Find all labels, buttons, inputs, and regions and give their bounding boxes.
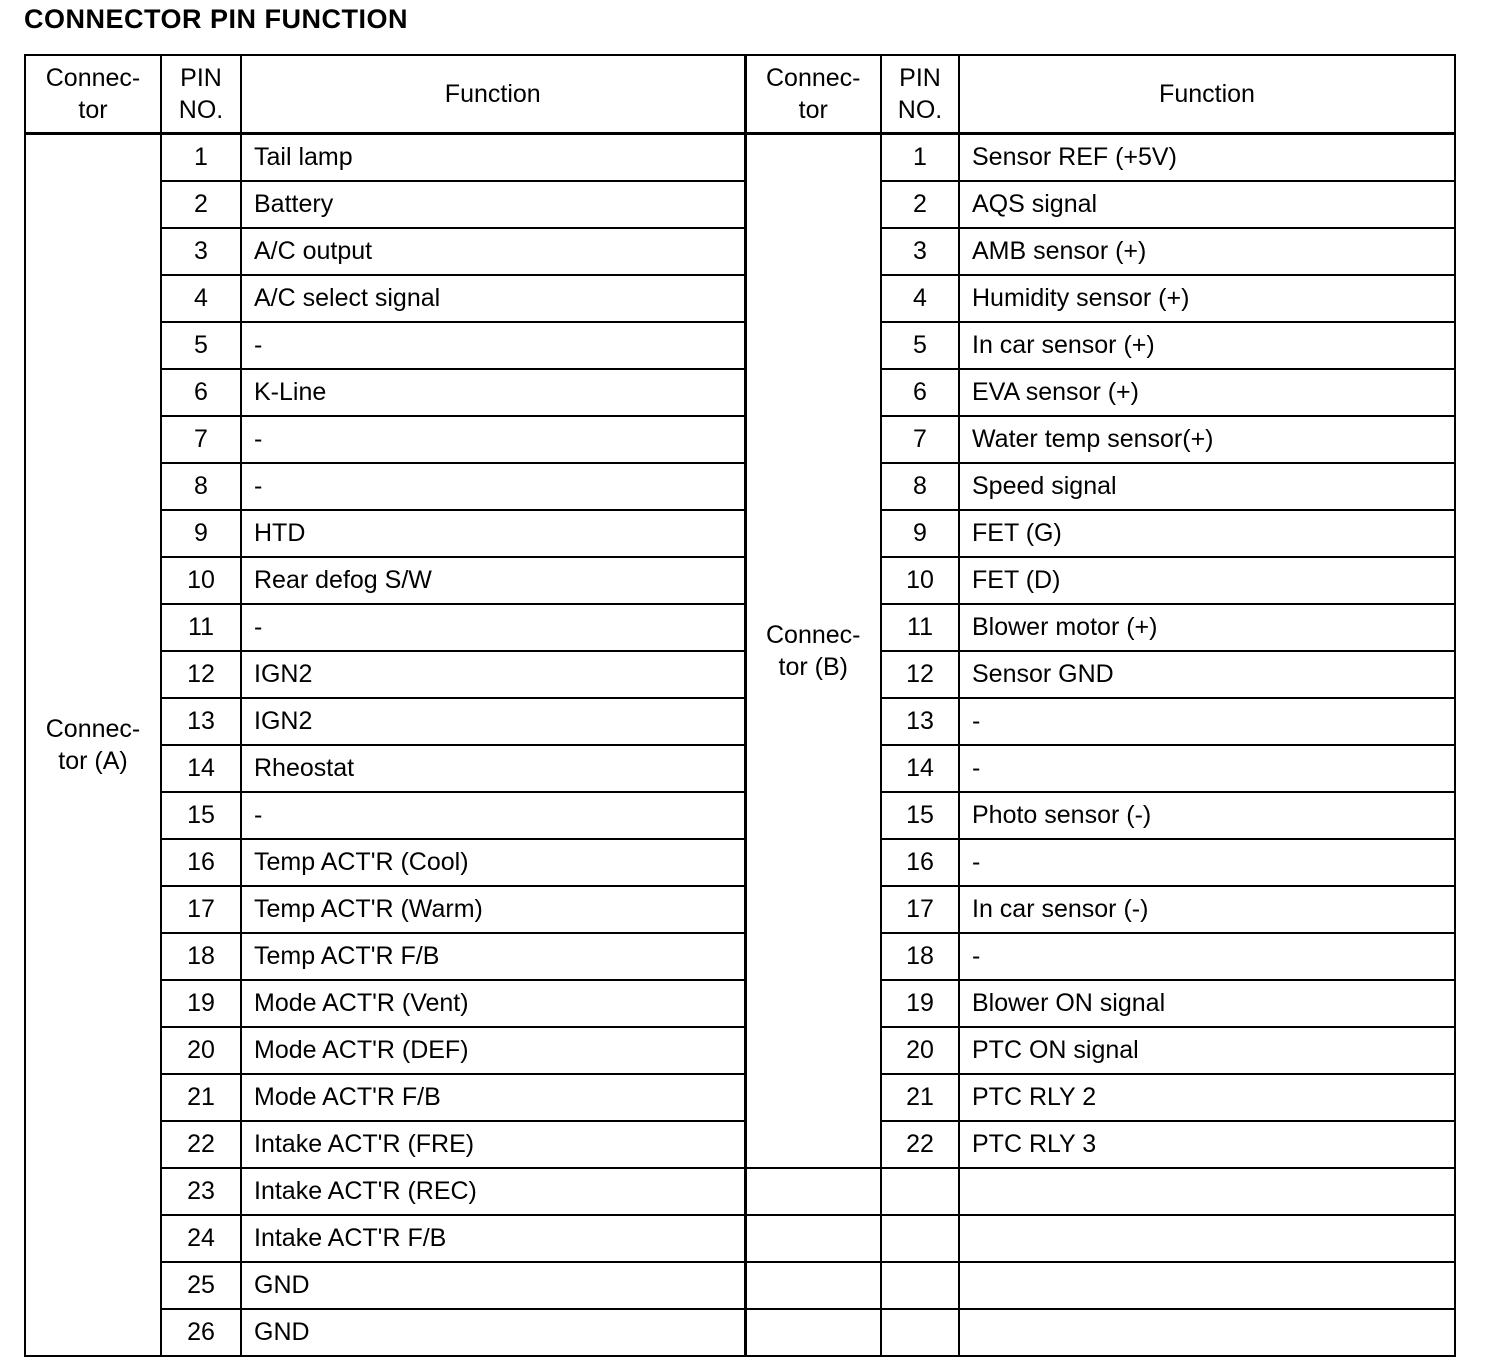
table-row xyxy=(25,1309,1455,1356)
connector-b-pin-number: 1 xyxy=(881,134,959,182)
table-row xyxy=(25,416,1455,463)
connector-b-pin-function: Speed signal xyxy=(959,463,1455,510)
connector-a-pin-number: 13 xyxy=(161,698,241,745)
empty-cell xyxy=(959,1309,1455,1356)
empty-cell xyxy=(881,1168,959,1215)
table-row xyxy=(25,1215,1455,1262)
connector-a-pin-function: Battery xyxy=(241,181,745,228)
connector-a-pin-function: - xyxy=(241,322,745,369)
empty-cell xyxy=(881,1262,959,1309)
empty-cell xyxy=(745,1168,881,1215)
connector-a-pin-function: - xyxy=(241,792,745,839)
connector-a-pin-number: 12 xyxy=(161,651,241,698)
connector-b-pin-number: 21 xyxy=(881,1074,959,1121)
connector-a-pin-function: IGN2 xyxy=(241,651,745,698)
connector-b-pin-number: 8 xyxy=(881,463,959,510)
connector-b-pin-function: Water temp sensor(+) xyxy=(959,416,1455,463)
connector-b-pin-number: 16 xyxy=(881,839,959,886)
empty-cell xyxy=(959,1168,1455,1215)
table-row xyxy=(25,1121,1455,1168)
connector-a-pin-number: 25 xyxy=(161,1262,241,1309)
connector-b-pin-function: - xyxy=(959,745,1455,792)
connector-a-pin-function: K-Line xyxy=(241,369,745,416)
header-pin-line1: PIN xyxy=(180,64,222,92)
connector-b-pin-function: PTC ON signal xyxy=(959,1027,1455,1074)
empty-cell xyxy=(959,1262,1455,1309)
table-row xyxy=(25,886,1455,933)
empty-cell xyxy=(745,1262,881,1309)
table-row xyxy=(25,463,1455,510)
header-connector-line1: Connec- xyxy=(45,64,141,92)
connector-b-pin-number: 7 xyxy=(881,416,959,463)
header-connector-line1: Connec- xyxy=(766,64,861,92)
connector-a-pin-function: - xyxy=(241,463,745,510)
table-row xyxy=(25,745,1455,792)
connector-a-pin-number: 1 xyxy=(161,134,241,182)
connector-b-pin-function: FET (G) xyxy=(959,510,1455,557)
pin-table-body xyxy=(25,134,1455,1357)
table-row xyxy=(25,275,1455,322)
connector-a-pin-number: 26 xyxy=(161,1309,241,1356)
connector-b-pin-function: Blower ON signal xyxy=(959,980,1455,1027)
connector-b-pin-number: 14 xyxy=(881,745,959,792)
connector-a-label-line2: tor (A) xyxy=(58,747,128,775)
connector-b-pin-number: 4 xyxy=(881,275,959,322)
connector-b-pin-function: AQS signal xyxy=(959,181,1455,228)
connector-a-pin-function: Rheostat xyxy=(241,745,745,792)
connector-a-pin-function: Intake ACT'R (FRE) xyxy=(241,1121,745,1168)
header-connector-a xyxy=(25,55,161,134)
connector-b-pin-number: 11 xyxy=(881,604,959,651)
table-row xyxy=(25,322,1455,369)
connector-b-pin-function: PTC RLY 2 xyxy=(959,1074,1455,1121)
connector-a-pin-function: A/C output xyxy=(241,228,745,275)
connector-b-label-line1: Connec- xyxy=(766,621,861,649)
connector-b-pin-function: Blower motor (+) xyxy=(959,604,1455,651)
connector-b-pin-function: - xyxy=(959,698,1455,745)
connector-b-pin-function: FET (D) xyxy=(959,557,1455,604)
header-connector-b xyxy=(745,55,881,134)
connector-a-pin-number: 20 xyxy=(161,1027,241,1074)
connector-a-pin-function: IGN2 xyxy=(241,698,745,745)
connector-b-pin-number: 20 xyxy=(881,1027,959,1074)
connector-a-pin-number: 15 xyxy=(161,792,241,839)
connector-b-pin-function: - xyxy=(959,933,1455,980)
header-pin-a xyxy=(161,55,241,134)
header-pin-b xyxy=(881,55,959,134)
connector-a-pin-function: Tail lamp xyxy=(241,134,745,182)
table-row xyxy=(25,1262,1455,1309)
connector-a-pin-function: - xyxy=(241,416,745,463)
connector-b-pin-function: AMB sensor (+) xyxy=(959,228,1455,275)
connector-b-pin-number: 2 xyxy=(881,181,959,228)
connector-b-pin-number: 6 xyxy=(881,369,959,416)
connector-a-pin-function: Intake ACT'R (REC) xyxy=(241,1168,745,1215)
connector-b-pin-number: 19 xyxy=(881,980,959,1027)
header-pin-line1: PIN xyxy=(899,64,941,92)
table-header-row xyxy=(25,55,1455,134)
connector-a-pin-number: 8 xyxy=(161,463,241,510)
connector-a-pin-number: 7 xyxy=(161,416,241,463)
connector-a-pin-number: 9 xyxy=(161,510,241,557)
connector-b-label-line2: tor (B) xyxy=(778,653,848,681)
table-row xyxy=(25,839,1455,886)
connector-a-pin-function: GND xyxy=(241,1309,745,1356)
connector-a-pin-number: 17 xyxy=(161,886,241,933)
table-row xyxy=(25,1027,1455,1074)
connector-a-pin-number: 11 xyxy=(161,604,241,651)
connector-pin-table xyxy=(24,54,1456,1357)
connector-a-pin-function: Temp ACT'R F/B xyxy=(241,933,745,980)
connector-a-pin-number: 18 xyxy=(161,933,241,980)
connector-a-pin-number: 16 xyxy=(161,839,241,886)
connector-b-pin-function: In car sensor (+) xyxy=(959,322,1455,369)
connector-a-pin-number: 23 xyxy=(161,1168,241,1215)
connector-b-pin-number: 15 xyxy=(881,792,959,839)
table-row xyxy=(25,134,1455,182)
connector-b-pin-number: 12 xyxy=(881,651,959,698)
table-row xyxy=(25,933,1455,980)
connector-a-pin-number: 4 xyxy=(161,275,241,322)
connector-b-pin-function: Sensor REF (+5V) xyxy=(959,134,1455,182)
header-pin-line2: NO. xyxy=(897,96,943,124)
header-pin-line2: NO. xyxy=(178,96,224,124)
connector-b-pin-number: 10 xyxy=(881,557,959,604)
connector-a-pin-number: 19 xyxy=(161,980,241,1027)
connector-a-pin-function: HTD xyxy=(241,510,745,557)
connector-b-pin-number: 9 xyxy=(881,510,959,557)
connector-b-pin-function: In car sensor (-) xyxy=(959,886,1455,933)
connector-b-pin-number: 22 xyxy=(881,1121,959,1168)
connector-a-pin-number: 24 xyxy=(161,1215,241,1262)
connector-a-pin-function: GND xyxy=(241,1262,745,1309)
connector-a-pin-function: - xyxy=(241,604,745,651)
connector-a-pin-function: Temp ACT'R (Cool) xyxy=(241,839,745,886)
table-row xyxy=(25,651,1455,698)
header-connector-line2: tor xyxy=(78,96,108,124)
header-function-b: Function xyxy=(959,55,1455,134)
connector-a-pin-number: 2 xyxy=(161,181,241,228)
connector-b-pin-function: Humidity sensor (+) xyxy=(959,275,1455,322)
connector-b-label xyxy=(745,134,881,1169)
connector-b-pin-function: Photo sensor (-) xyxy=(959,792,1455,839)
table-row xyxy=(25,369,1455,416)
connector-a-pin-number: 5 xyxy=(161,322,241,369)
connector-a-pin-function: Mode ACT'R (Vent) xyxy=(241,980,745,1027)
header-function-a: Function xyxy=(241,55,745,134)
table-row xyxy=(25,604,1455,651)
connector-a-pin-function: Intake ACT'R F/B xyxy=(241,1215,745,1262)
connector-a-pin-number: 10 xyxy=(161,557,241,604)
page-title: CONNECTOR PIN FUNCTION xyxy=(24,4,409,34)
table-row xyxy=(25,510,1455,557)
connector-a-pin-function: Rear defog S/W xyxy=(241,557,745,604)
connector-a-pin-number: 3 xyxy=(161,228,241,275)
connector-a-label-line1: Connec- xyxy=(45,715,141,743)
connector-b-pin-number: 13 xyxy=(881,698,959,745)
connector-a-pin-function: Mode ACT'R (DEF) xyxy=(241,1027,745,1074)
connector-b-pin-number: 3 xyxy=(881,228,959,275)
table-row xyxy=(25,1074,1455,1121)
empty-cell xyxy=(881,1309,959,1356)
connector-b-pin-function: PTC RLY 3 xyxy=(959,1121,1455,1168)
empty-cell xyxy=(745,1309,881,1356)
connector-b-pin-function: EVA sensor (+) xyxy=(959,369,1455,416)
empty-cell xyxy=(881,1215,959,1262)
table-row xyxy=(25,228,1455,275)
table-row xyxy=(25,181,1455,228)
connector-a-pin-function: A/C select signal xyxy=(241,275,745,322)
connector-b-pin-function: Sensor GND xyxy=(959,651,1455,698)
connector-a-label xyxy=(25,134,161,1357)
table-row xyxy=(25,698,1455,745)
table-row xyxy=(25,792,1455,839)
connector-a-pin-function: Temp ACT'R (Warm) xyxy=(241,886,745,933)
empty-cell xyxy=(745,1215,881,1262)
table-row xyxy=(25,1168,1455,1215)
table-row xyxy=(25,980,1455,1027)
connector-b-pin-number: 17 xyxy=(881,886,959,933)
connector-a-pin-number: 6 xyxy=(161,369,241,416)
connector-a-pin-number: 21 xyxy=(161,1074,241,1121)
connector-b-pin-function: - xyxy=(959,839,1455,886)
connector-b-pin-number: 18 xyxy=(881,933,959,980)
connector-b-pin-number: 5 xyxy=(881,322,959,369)
header-connector-line2: tor xyxy=(798,96,828,124)
table-row xyxy=(25,557,1455,604)
connector-a-pin-number: 14 xyxy=(161,745,241,792)
empty-cell xyxy=(959,1215,1455,1262)
connector-a-pin-function: Mode ACT'R F/B xyxy=(241,1074,745,1121)
connector-a-pin-number: 22 xyxy=(161,1121,241,1168)
